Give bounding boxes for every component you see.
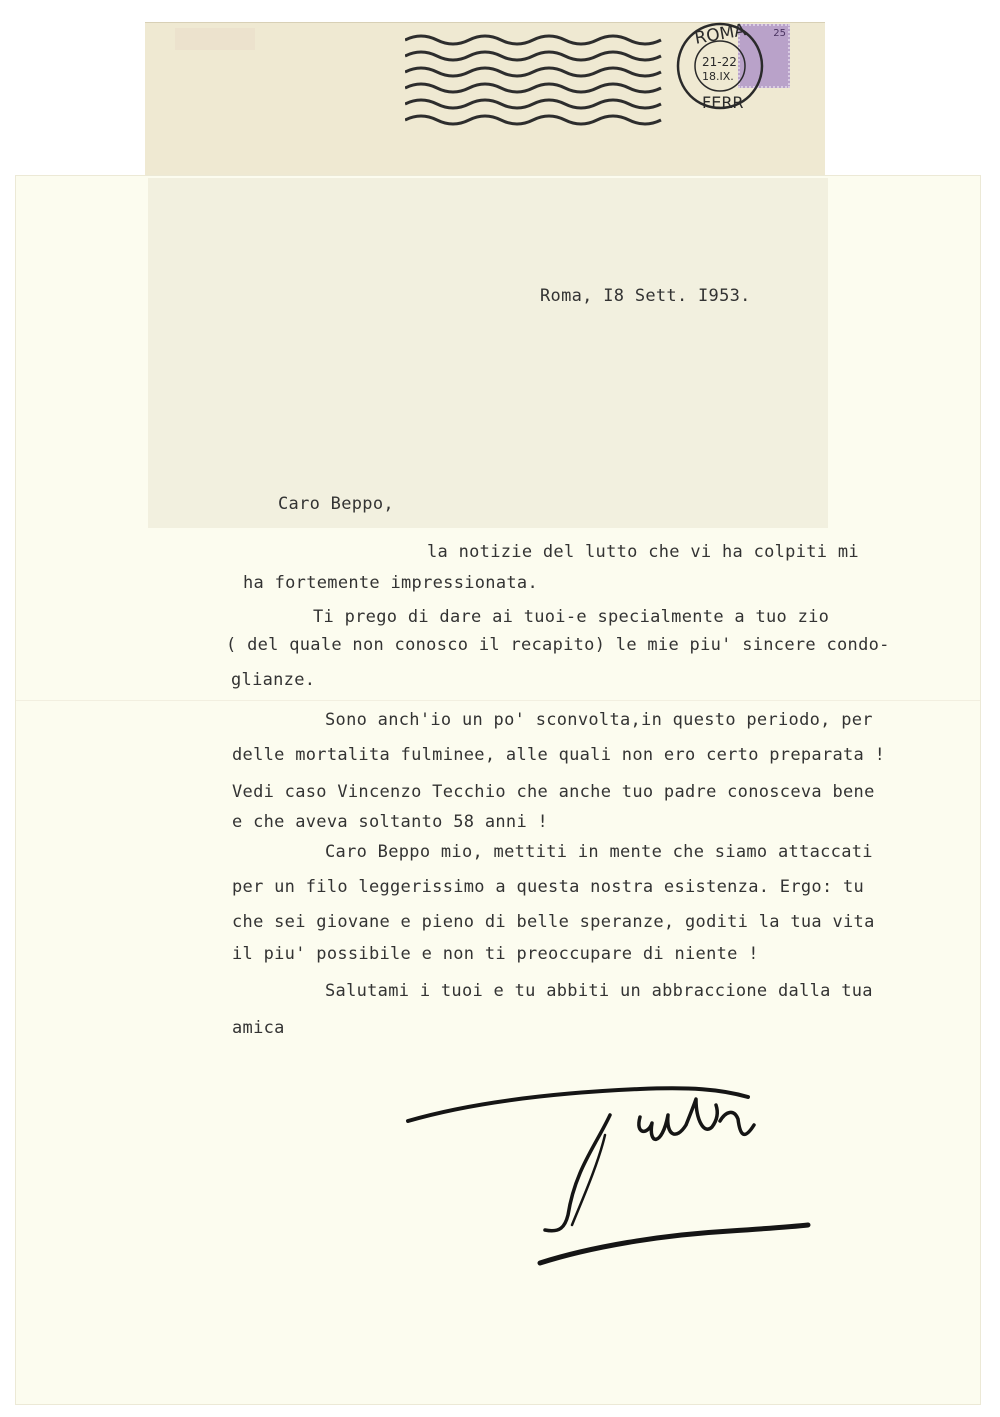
body-line: ( del quale non conosco il recapito) le mie piu' sincere condo- <box>226 635 890 655</box>
body-line: delle mortalita fulminee, alle quali non ero certo preparata ! <box>232 745 886 765</box>
postmark-date: 18.IX. <box>702 70 734 83</box>
postmark-time: 21-22 <box>702 55 737 69</box>
letter-date: Roma, I8 Sett. I953. <box>540 286 751 306</box>
body-line: per un filo leggerissimo a questa nostra esistenza. Ergo: tu <box>232 877 865 897</box>
letter-salutation: Caro Beppo, <box>278 494 394 514</box>
body-line: il piu' possibile e non ti preoccupare di niente ! <box>232 944 759 964</box>
envelope-show-through <box>148 178 828 528</box>
body-line: che sei giovane e pieno di belle speranze, goditi la tua vita <box>232 912 875 932</box>
body-line: ha fortemente impressionata. <box>243 573 538 593</box>
postmark-stamp-icon <box>672 18 792 118</box>
body-line: amica <box>232 1018 285 1038</box>
envelope-torn-flap <box>175 28 255 50</box>
body-line: Sono anch'io un po' sconvolta,in questo periodo, per <box>325 710 873 730</box>
body-line: la notizie del lutto che vi ha colpiti mi <box>427 542 859 562</box>
stamp-value: 25 <box>773 28 786 39</box>
body-line: Vedi caso Vincenzo Tecchio che anche tuo padre conosceva bene <box>232 782 875 802</box>
body-line: Ti prego di dare ai tuoi-e specialmente a tuo zio <box>313 607 830 627</box>
body-line: Salutami i tuoi e tu abbiti un abbraccione dalla tua <box>325 981 873 1001</box>
postmark-office: FERR <box>702 93 744 112</box>
body-line: e che aveva soltanto 58 anni ! <box>232 812 549 832</box>
postmark-city: ROMA <box>693 20 748 49</box>
postal-cancellation-lines-icon <box>405 30 665 150</box>
body-line: Caro Beppo mio, mettiti in mente che siamo attaccati <box>325 842 873 862</box>
handwritten-signature <box>400 1075 840 1275</box>
body-line: glianze. <box>231 670 316 690</box>
paper-fold-line <box>16 700 980 701</box>
